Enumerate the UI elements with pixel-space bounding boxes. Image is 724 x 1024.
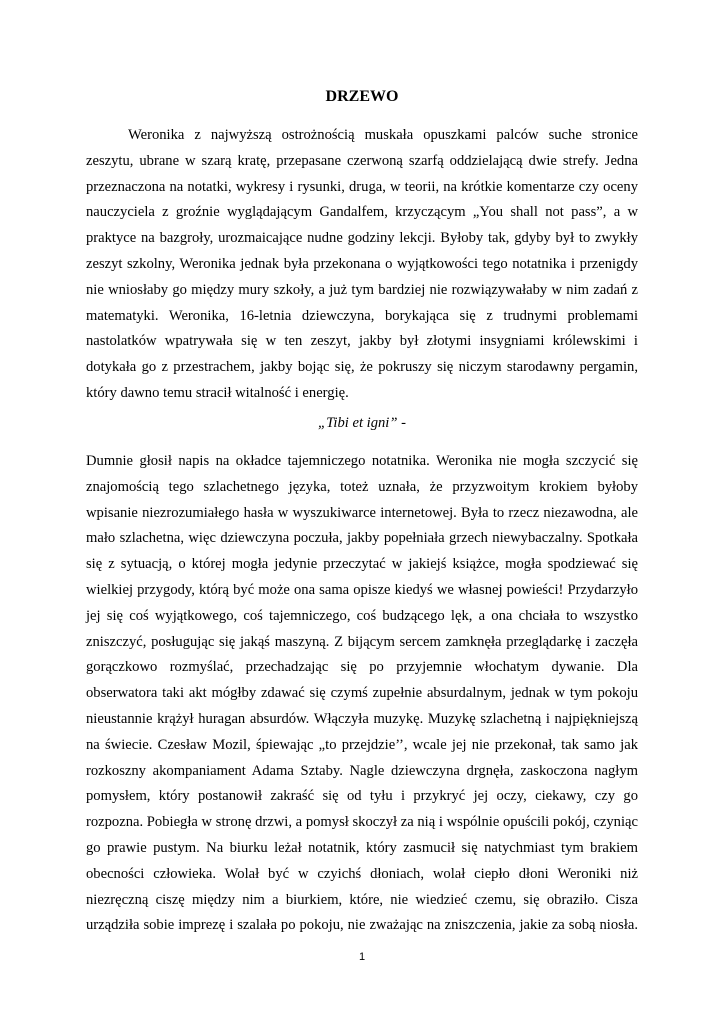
paragraph-line: rozpozna. Pobiegła w stronę drzwi, a pomysł skoczył za nią i wspólnie opuścili pokój, czyniąc [86,814,638,831]
paragraph-line: urządziła sobie imprezę i szalała po pokoju, nie zważając na zniszczenia, jakie za sobą niosła. [86,917,638,934]
paragraph-line: zeszyt szkolny, Weronika jednak była przekonana o wyjątkowości tego notatnika i przenigdy [86,255,638,272]
motto [86,413,638,433]
motto-latin: „Tibi et igni” [318,415,398,431]
paragraph-2 [86,449,638,939]
paragraph-line: niezręczną ciszę między nim a biurkiem, które, nie wiedzieć czemu, się obraziło. Cisza [86,891,638,908]
paragraph-line: obecności człowieka. Wolał być w czyichś dłoniach, wolał ciepło dłoni Weroniki niż [86,865,638,882]
paragraph-line: zeszytu, ubrane w szarą kratę, przepasane czerwoną szarfą oddzielającą dwie strefy. Jedna [86,152,638,169]
paragraph-line: Dumnie głosił napis na okładce tajemniczego notatnika. Weronika nie mogła szczycić się [86,453,638,469]
paragraph-line: rozkoszny akompaniament Adama Sztaby. Nagle dziewczyna drgnęła, zaskoczona nagłym [86,762,638,779]
paragraph-line: wpisanie niezrozumiałego hasła w wyszukiwarce internetowej. Była to rzecz niezawodna, ale [86,504,638,521]
paragraph-line: znajomością tego szlachetnego języka, toteż uznała, że przyzwoitym krokiem byłoby [86,478,638,495]
paragraph-line: zniszczyć, posługując się jakąś maszyną. Z bijącym sercem zamknęła przeglądarkę i zaczęła [86,633,638,650]
paragraph-line: wielkiej przygody, którą być może ona sama opisze kiedyś we własnej powieści! Przydarzyło [86,581,638,598]
paragraph-line: praktyce na bazgroły, urozmaicające nudne godziny lekcji. Byłoby tak, gdyby był to zwykły [86,230,638,247]
paragraph-line: jej się coś wyjątkowego, coś tajemniczego, coś budzącego lęk, a ona chciała to wszystko [86,607,638,624]
paragraph-line: go prawie pustym. Na biurku leżał notatnik, który zasmucił się natychmiast tym brakiem [86,839,638,856]
paragraph-1 [86,123,638,407]
paragraph-line: obserwatora taki akt mógłby zdawać się czymś zupełnie absurdalnym, jednak w tym pokoju [86,685,638,702]
paragraph-line: nie wniosłaby go między mury szkoły, a już tym bardziej nie rozwiązywałaby w nim zadań z [86,281,638,298]
paragraph-line: Weronika z najwyższą ostrożnością muskała opuszkami palców suche stronice [128,127,638,143]
paragraph-line: matematyki. Weronika, 16-letnia dziewczyna, borykająca się z trudnymi problemami [86,307,638,324]
page-number: 1 [358,951,366,963]
paragraph-line: pomysłem, który postanowił zakraść się od tyłu i przykryć jej oczy, ciekawy, czy go [86,788,638,805]
paragraph-line: się z sytuacją, o której mogła jedynie przeczytać w jakiejś książce, mogła spodziewać się [86,556,638,573]
paragraph-line: nauczyciela z groźnie wyglądającym Gandalfem, krzyczącym „You shall not pass”, a w [86,204,638,221]
paragraph-line: na świecie. Czesław Mozil, śpiewając „to przejdzie’’, wcale jej nie przekonał, tak samo jak [86,736,638,753]
paragraph-line: mało szlachetna, więc dziewczyna poczuła, jakby popełniała grzech niewybaczalny. Spotkała [86,530,638,547]
paragraph-line: nieustannie krążył huragan absurdów. Włączyła muzykę. Muzykę szlachetną i najpiękniejszą [86,710,638,727]
paragraph-line: przeznaczona na notatki, wykresy i rysunki, druga, w teorii, na krótkie komentarze czy oceny [86,178,638,195]
document-title: DRZEWO [325,88,399,105]
paragraph-line: dotykała go z przestrachem, jakby bojąc się, że pokruszy się niczym starodawny pergamin, [86,359,638,376]
paragraph-line: gorączkowo rozmyślać, przechadzając się po przyjemnie włochatym dywanie. Dla [86,659,638,676]
motto-suffix: - [397,415,406,431]
paragraph-line: który dawno temu stracił witalność i energię. [86,384,349,401]
paragraph-line: nastolatków wpatrywała się w ten zeszyt, jakby był złotymi insygniami królewskimi i [86,333,638,350]
